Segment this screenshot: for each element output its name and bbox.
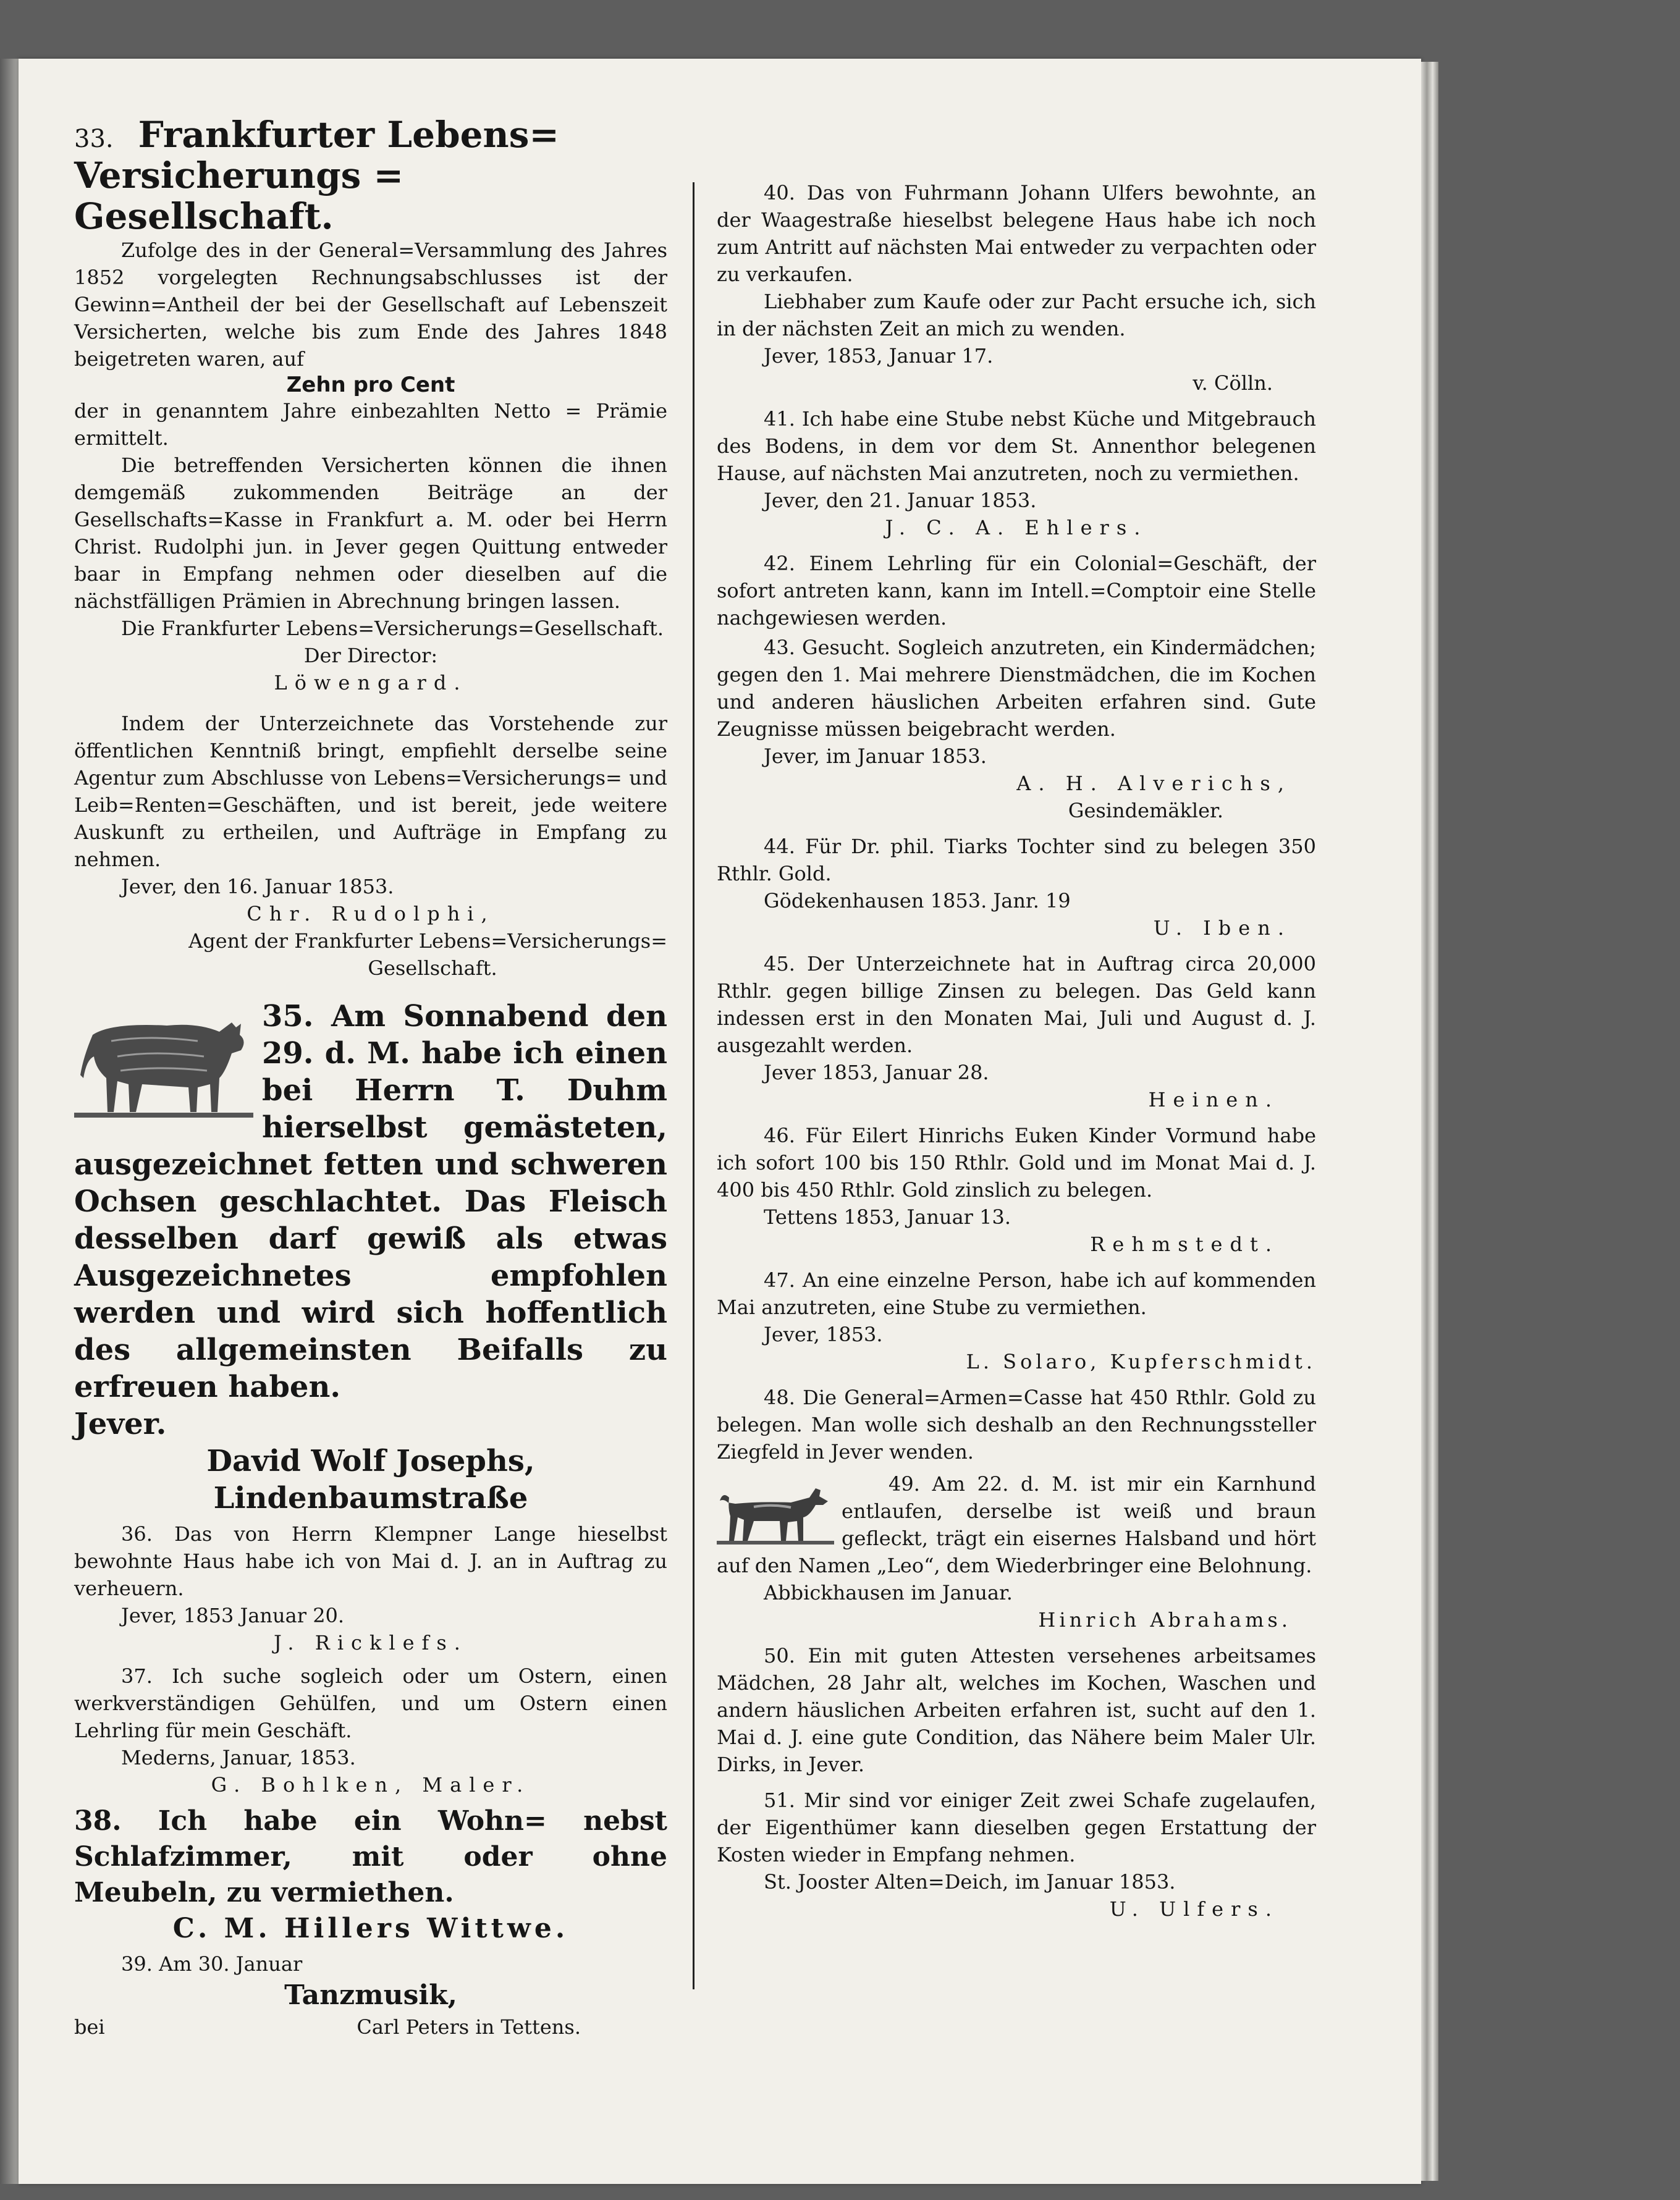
- ad-signature-role: Der Director:: [303, 644, 438, 667]
- ad-date: Mederns, Januar, 1853.: [121, 1746, 356, 1769]
- ad-date: Jever, den 21. Januar 1853.: [764, 489, 1037, 512]
- ad-33: [74, 114, 667, 982]
- ad-date: Jever, 1853, Januar 17.: [764, 344, 994, 368]
- ad-date: Jever, 1853 Januar 20.: [121, 1604, 345, 1627]
- ad-paragraph: 36. Das von Herrn Klempner Lange hieselbst bewohnte Haus habe ich von Mai d. J. an in Auftrag zu verheuern.: [74, 1522, 667, 1600]
- ad-label: bei: [74, 2015, 105, 2039]
- ad-date: Tettens 1853, Januar 13.: [764, 1205, 1011, 1229]
- ad-43: [717, 634, 1316, 824]
- ad-signature-role: Gesellschaft.: [368, 956, 497, 980]
- ad-paragraph: 44. Für Dr. phil. Tiarks Tochter sind zu belegen 350 Rthlr. Gold.: [717, 835, 1316, 885]
- ad-paragraph: 42. Einem Lehrling für ein Colonial=Geschäft, der sofort antreten kann, kann im Intell.=Comptoir eine Stelle nachgewiesen werden.: [717, 552, 1316, 630]
- ox-illustration: [74, 998, 253, 1121]
- dog-illustration: [717, 1473, 834, 1547]
- ad-room-text: 38. Ich habe ein Wohn= nebst Schlafzimmer, mit oder ohne Meubeln, zu vermiethen.: [74, 1805, 667, 1908]
- ad-46: [717, 1122, 1316, 1258]
- ad-47: [717, 1266, 1316, 1375]
- ad-signature-role: Gesindemäkler.: [1068, 799, 1223, 822]
- ad-signature-name: Carl Peters in Tettens.: [357, 2015, 581, 2039]
- ad-signature-name: U. Iben.: [1153, 916, 1291, 940]
- binding-shadow: [0, 59, 19, 2184]
- ad-paragraph: Die betreffenden Versicherten können die ihnen demgemäß zukommenden Beiträge an der Gesellschafts=Kasse in Frankfurt a. M. oder bei Herrn Christ. Rudolphi jun. in Jever gegen Quittung entweder baar in Empfang nehmen oder dieselben auf die nächstfälligen Prämien in Abrechnung bringen lassen.: [74, 453, 667, 613]
- ad-highlight: Zehn pro Cent: [286, 373, 455, 397]
- ad-35: [74, 998, 667, 1517]
- ad-title-line2: Versicherungs = Gesellschaft.: [74, 154, 404, 237]
- ad-paragraph: der in genanntem Jahre einbezahlten Netto = Prämie ermittelt.: [74, 399, 667, 450]
- ad-signature-role: Agent der Frankfurter Lebens=Versicherungs=: [188, 929, 667, 953]
- ad-36: [74, 1520, 667, 1656]
- ad-49: [717, 1470, 1316, 1633]
- ad-39: [74, 1950, 667, 2041]
- ad-signature-name: J. C. A. Ehlers.: [885, 516, 1148, 539]
- ad-signature-address: Lindenbaumstraße: [213, 1481, 528, 1515]
- ad-paragraph: Indem der Unterzeichnete das Vorstehende zur öffentlichen Kenntniß bringt, empfiehlt derselbe seine Agentur zum Abschlusse von Lebens=Versicherungs= und Leib=Renten=Geschäften, und ist bereit, jede weitere Auskunft zu ertheilen, und Aufträge in Empfang zu nehmen.: [74, 712, 667, 871]
- ad-signature-name: David Wolf Josephs,: [206, 1444, 535, 1478]
- ad-signature-name: G. Bohlken, Maler.: [211, 1773, 531, 1797]
- ad-paragraph: 48. Die General=Armen=Casse hat 450 Rthlr. Gold zu belegen. Man wolle sich deshalb an den Rechnungssteller Ziegfeld in Jever wenden.: [717, 1386, 1316, 1464]
- ad-event-title: Tanzmusik,: [284, 1979, 457, 2011]
- ad-signature-name: Hinrich Abrahams.: [1038, 1608, 1291, 1632]
- ad-paragraph: 47. An eine einzelne Person, habe ich auf kommenden Mai anzutreten, eine Stube zu vermiethen.: [717, 1268, 1316, 1319]
- ad-signature-name: L. Solaro, Kupferschmidt.: [966, 1350, 1316, 1373]
- ad-paragraph: 45. Der Unterzeichnete hat in Auftrag circa 20,000 Rthlr. gegen billige Zinsen zu belegen. Das Geld kann indessen erst in den Monaten Mai, Juli und August d. J. ausgezahlt werden.: [717, 952, 1316, 1057]
- ad-paragraph: 43. Gesucht. Sogleich anzutreten, ein Kindermädchen; gegen den 1. Mai mehrere Dienstmädchen, die im Kochen und anderen häuslichen Arbeiten erfahren sind. Gute Zeugnisse müssen beigebracht werden.: [717, 636, 1316, 741]
- page-edge: [1421, 62, 1438, 2181]
- ad-signature-name: Rehmstedt.: [1090, 1233, 1279, 1256]
- ad-ox-text: 35. Am Sonnabend den 29. d. M. habe ich einen bei Herrn T. Duhm hierselbst gemästeten, ausgezeichnet fetten und schweren Ochsen geschlachtet. Das Fleisch desselben darf gewiß als etwas Ausgezeichnetes empfohlen werden und wird sich hoffentlich des allgemeinsten Beifalls zu erfreuen haben.: [74, 999, 667, 1404]
- ad-45: [717, 950, 1316, 1113]
- ad-signature-name: U. Ulfers.: [1109, 1897, 1279, 1921]
- ad-48: [717, 1384, 1316, 1465]
- ad-paragraph: Zufolge des in der General=Versammlung des Jahres 1852 vorgelegten Rechnungsabschlusses ist der Gewinn=Antheil der bei der Gesellschaft auf Lebenszeit Versicherten, welche bis zum Ende des Jahres 1848 beigetreten waren, auf: [74, 238, 667, 371]
- ad-place: Jever.: [74, 1407, 167, 1441]
- ad-paragraph: 50. Ein mit guten Attesten versehenes arbeitsames Mädchen, 28 Jahr alt, welches im Kochen, Waschen und andern häuslichen Arbeiten erfahren ist, sucht auf den 1. Mai d. J. eine gute Condition, das Nähere beim Maler Ulr. Dirks, in Jever.: [717, 1644, 1316, 1776]
- left-column: [74, 114, 667, 2041]
- ad-signature-name: Chr. Rudolphi,: [247, 902, 495, 925]
- ad-paragraph: Die Frankfurter Lebens=Versicherungs=Gesellschaft.: [121, 617, 664, 640]
- ad-38: [74, 1803, 667, 1947]
- ad-date: Jever, im Januar 1853.: [764, 744, 987, 768]
- ad-paragraph: Liebhaber zum Kaufe oder zur Pacht ersuche ich, sich in der nächsten Zeit an mich zu wenden.: [717, 290, 1316, 340]
- right-column: [717, 179, 1316, 1923]
- ad-date: Jever, den 16. Januar 1853.: [121, 875, 394, 898]
- ad-signature-name: v. Cölln.: [1192, 371, 1273, 395]
- ad-51: [717, 1787, 1316, 1923]
- ad-50: [717, 1642, 1316, 1778]
- ad-40: [717, 179, 1316, 397]
- ad-paragraph: 51. Mir sind vor einiger Zeit zwei Schafe zugelaufen, der Eigenthümer kann dieselben gegen Erstattung der Kosten wieder in Empfang nehmen.: [717, 1789, 1316, 1866]
- ad-signature-name: A. H. Alverichs,: [1016, 772, 1291, 795]
- ad-date: Gödekenhausen 1853. Janr. 19: [764, 889, 1071, 912]
- column-divider: [693, 182, 694, 1989]
- ad-37: [74, 1663, 667, 1798]
- ad-title: Frankfurter Lebens=: [138, 114, 559, 156]
- ad-signature-name: Löwengard.: [274, 671, 468, 694]
- ad-date: Jever 1853, Januar 28.: [764, 1061, 989, 1084]
- ad-date: Abbickhausen im Januar.: [764, 1581, 1013, 1604]
- ad-paragraph: 49. Am 22. d. M. ist mir ein Karnhund entlaufen, derselbe ist weiß und braun gefleckt, trägt ein eisernes Halsband und hört auf den Namen „Leo“, dem Wiederbringer eine Belohnung.: [717, 1472, 1316, 1577]
- ad-42: [717, 550, 1316, 631]
- ad-paragraph: 39. Am 30. Januar: [121, 1952, 303, 1976]
- ad-paragraph: 41. Ich habe eine Stube nebst Küche und Mitgebrauch des Bodens, in dem vor dem St. Annenthor belegenen Hause, auf nächsten Mai anzutreten, noch zu vermiethen.: [717, 407, 1316, 485]
- ad-signature-name: Heinen.: [1148, 1088, 1279, 1111]
- ad-signature-name: C. M. Hillers Wittwe.: [172, 1913, 569, 1944]
- ad-paragraph: 46. Für Eilert Hinrichs Euken Kinder Vormund habe ich sofort 100 bis 150 Rthlr. Gold und im Monat Mai d. J. 400 bis 450 Rthlr. Gold zinslich zu belegen.: [717, 1124, 1316, 1202]
- ad-date: St. Jooster Alten=Deich, im Januar 1853.: [764, 1870, 1176, 1894]
- ad-41: [717, 405, 1316, 541]
- ad-number: 33.: [74, 125, 114, 153]
- ad-paragraph: 37. Ich suche sogleich oder um Ostern, einen werkverständigen Gehülfen, und um Ostern einen Lehrling für mein Geschäft.: [74, 1664, 667, 1742]
- ad-44: [717, 833, 1316, 942]
- ad-paragraph: 40. Das von Fuhrmann Johann Ulfers bewohnte, an der Waagestraße hieselbst belegene Haus habe ich noch zum Antritt auf nächsten Mai entweder zu verpachten oder zu verkaufen.: [717, 181, 1316, 286]
- ad-signature-name: J. Ricklefs.: [274, 1631, 468, 1654]
- ad-date: Jever, 1853.: [764, 1323, 883, 1346]
